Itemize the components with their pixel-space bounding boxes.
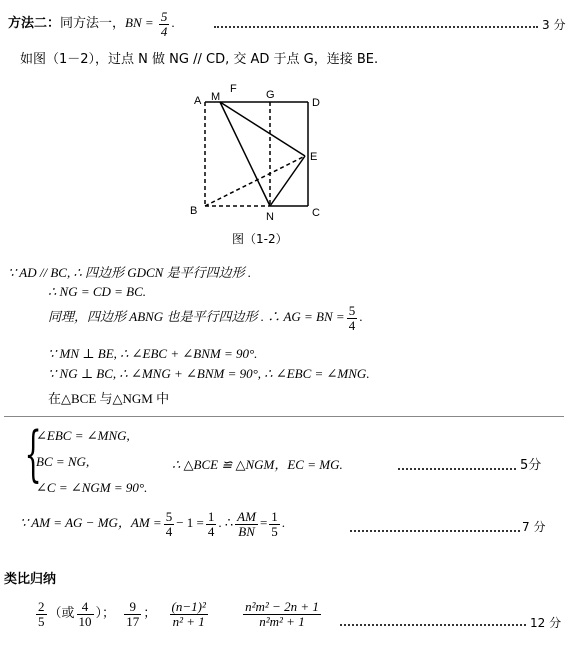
proof-line-1: ∵ AD // BC, ∴ 四边形 GDCN 是平行四边形 .	[8, 265, 252, 280]
point-D: D	[312, 97, 320, 109]
analogy-heading: 类比归纳	[4, 572, 57, 587]
point-B: B	[190, 205, 198, 217]
answer-c: $\frac{9}{17}$	[126, 599, 140, 629]
congruence-conclusion: ∴ △BCE ≌ △NGM，EC = MG.	[172, 457, 343, 472]
geometry-figure	[180, 80, 340, 230]
leader-dots-1	[214, 26, 538, 28]
point-A: A	[194, 95, 202, 107]
score-3: 3 分	[542, 18, 566, 32]
condition-3: ∠C = ∠NGM = 90°.	[36, 480, 148, 495]
method2-label: 方法二：	[8, 16, 61, 32]
score-7: 7 分	[522, 520, 546, 534]
point-E: E	[310, 151, 318, 163]
answer-d: $\frac{\text{(n−1)²}}{\text{n² + 1}}$	[171, 599, 206, 629]
leader-dots-3	[350, 530, 520, 532]
proof-line-6: 在△BCE 与△NGM 中	[48, 391, 170, 406]
proof-line-3: 同理，四边形 ABNG 也是平行四边形 . ∴ AG = BN = $\frac{5}{4}$ .	[48, 303, 363, 333]
method2-bn-expr: BN =	[125, 15, 157, 31]
answer-e: $\frac{\text{n²m² − 2n + 1}}{\text{n²m² + 1}}$	[245, 599, 319, 629]
point-M: M	[211, 91, 221, 103]
answer-a: $\frac{2}{5}$	[38, 599, 45, 629]
leader-dots-4	[340, 624, 526, 626]
proof-line-2: ∴ NG = CD = BC.	[48, 284, 147, 299]
method2-bn-fraction: $\frac{5}{4}$	[160, 9, 168, 39]
answer-b: $\frac{4}{10}$	[78, 599, 92, 629]
analogy-answers: $\frac{2}{5}$ （或 $\frac{4}{10}$ ）； $\frac{9}{17}$ ； $\frac{\text{(n−1)²}}{\text{n² + 1}}$ $\frac{\text{n²m² − 2n + 1}}{\text{n²m² + 1}}$	[38, 599, 319, 629]
figure-caption: 图（1-2）	[232, 232, 288, 246]
condition-1: ∠EBC = ∠MNG,	[36, 428, 130, 443]
score-5: 5分	[520, 458, 542, 473]
segment-NE	[270, 156, 305, 206]
condition-2: BC = NG,	[36, 454, 90, 469]
method2-prefix: 同方法一，	[60, 16, 126, 32]
point-C: C	[312, 207, 320, 219]
score-12: 12 分	[530, 616, 562, 630]
left-brace: {	[24, 419, 42, 489]
separator-line	[4, 416, 564, 417]
construction-text: 如图（1－2），过点 N 做 NG // CD, 交 AD 于点 G，连接 BE.	[20, 52, 379, 67]
leader-dots-2	[398, 468, 516, 470]
segment-BE	[205, 156, 305, 206]
proof-line-3-fraction: $\frac{5}{4}$	[348, 303, 356, 333]
point-G: G	[266, 89, 275, 101]
point-N: N	[266, 211, 274, 223]
proof-line-4: ∵ MN ⊥ BE, ∴ ∠EBC + ∠BNM = 90°.	[48, 346, 258, 361]
proof-line-5: ∵ NG ⊥ BC, ∴ ∠MNG + ∠BNM = 90°, ∴ ∠EBC = ∠MNG.	[48, 366, 370, 381]
am-line: ∵ AM = AG − MG，AM = $\frac{5}{4}$ − 1 = $\frac{1}{4}$ . ∴ $\frac{AM}{BN}$ = $\frac{1}{5}$ .	[20, 509, 286, 539]
method2-line: 方法二：同方法一，BN = $\frac{5}{4}$ .	[8, 9, 175, 39]
point-F: F	[230, 83, 237, 95]
